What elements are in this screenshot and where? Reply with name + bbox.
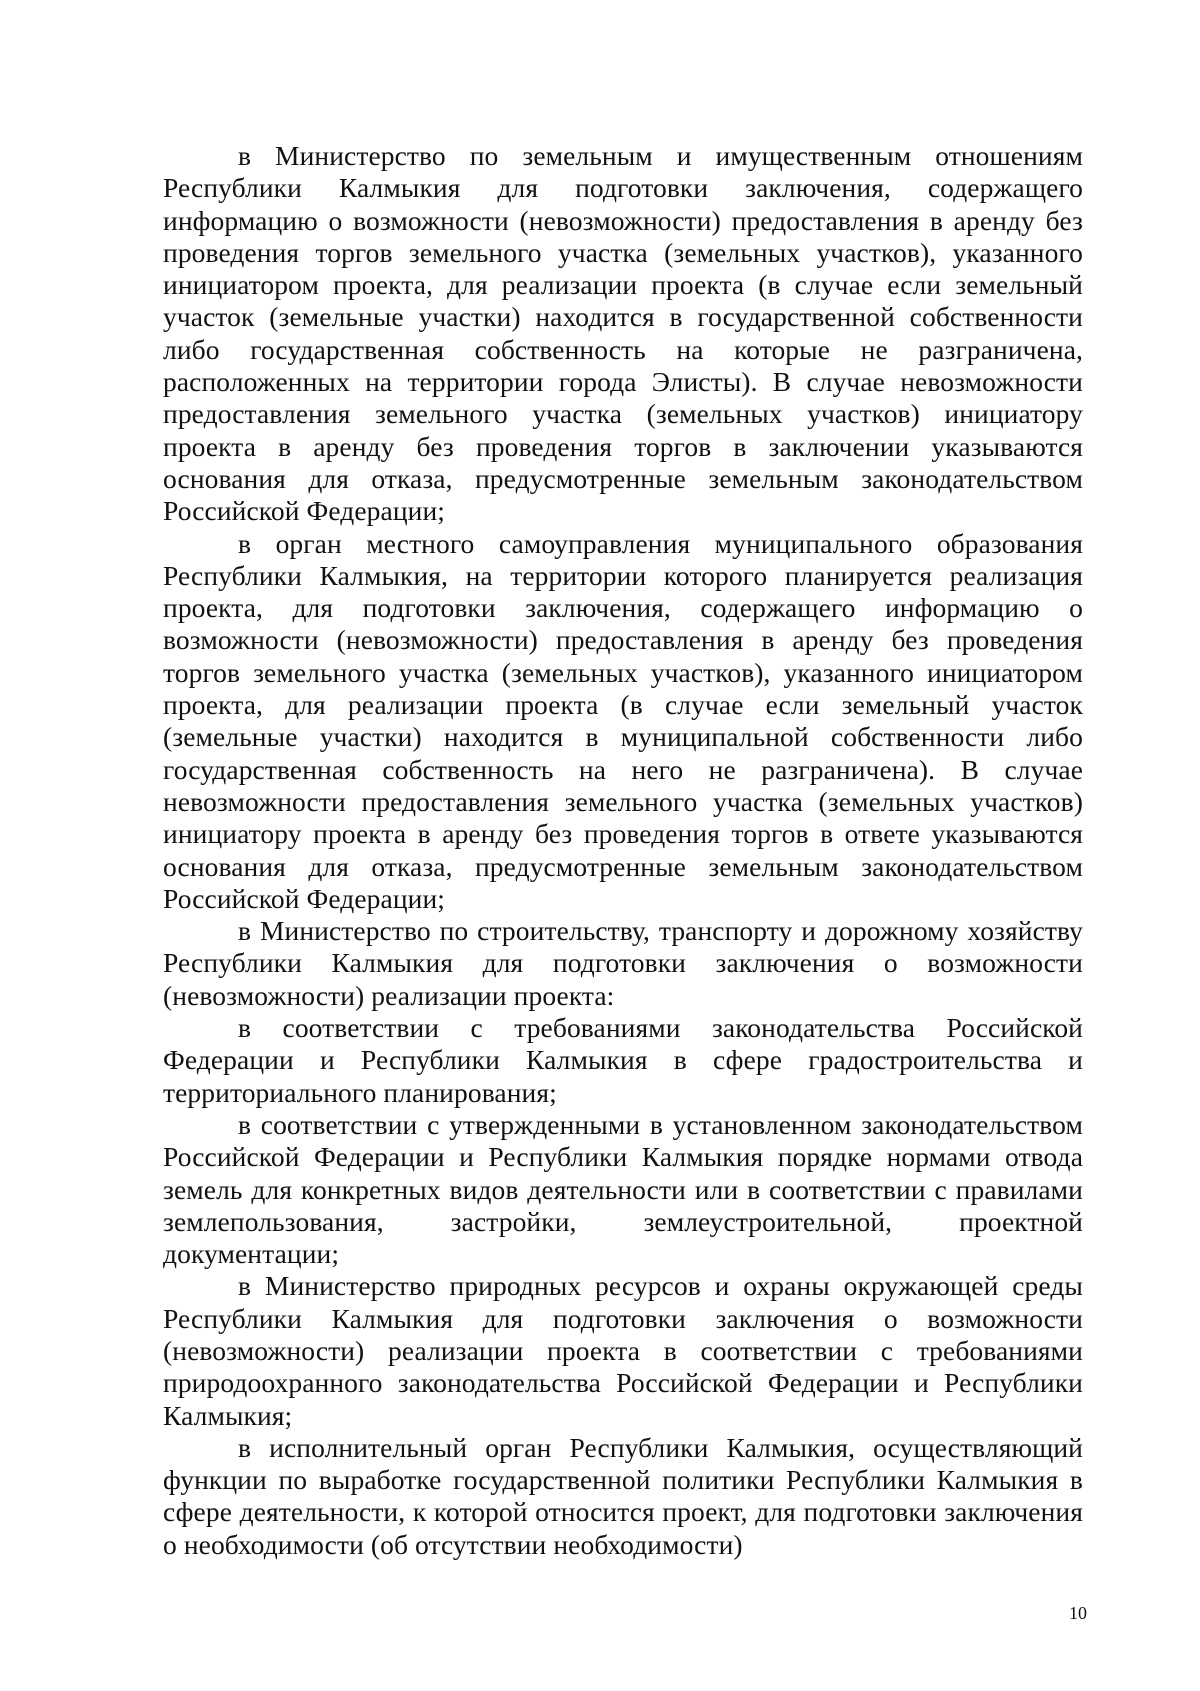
paragraph-land-allocation: в соответствии с утвержденными в установленном законодательством Российской Федерации и Республики Калмыкия порядке нормами отвода земель для конкретных видов деятельности или в соответствии с правилами землепользования, застройки, землеустроительной, проектной документации; [163, 1108, 1083, 1270]
paragraph-ministry-land: в Министерство по земельным и имущественным отношениям Республики Калмыкия для подготовки заключения, содержащего информацию о возможности (невозможности) предоставления в аренду без проведения торгов земельного участка (земельных участков), указанного инициатором проекта, для реализации проекта (в случае если земельный участок (земельные участки) находится в государственной собственности либо государственная собственность на которые не разграничена, расположенных на территории города Элисты). В случае невозможности предоставления земельного участка (земельных участков) инициатору проекта в аренду без проведения торгов в заключении указываются основания для отказа, предусмотренные земельным законодательством Российской Федерации; [163, 140, 1083, 527]
paragraph-urban-planning: в соответствии с требованиями законодательства Российской Федерации и Республики Калмыкия в сфере градостроительства и территориального планирования; [163, 1012, 1083, 1108]
paragraph-ministry-construction: в Министерство по строительству, транспорту и дорожному хозяйству Республики Калмыкия для подготовки заключения о возможности (невозможности) реализации проекта: [163, 915, 1083, 1011]
document-body [163, 140, 1083, 1561]
page-number: 10 [1069, 1603, 1087, 1623]
paragraph-local-government: в орган местного самоуправления муниципального образования Республики Калмыкия, на территории которого планируется реализация проекта, для подготовки заключения, содержащего информацию о возможности (невозможности) предоставления в аренду без проведения торгов земельного участка (земельных участков), указанного инициатором проекта, для реализации проекта (в случае если земельный участок (земельные участки) находится в муниципальной собственности либо государственная собственность на него не разграничена). В случае невозможности предоставления земельного участка (земельных участков) инициатору проекта в аренду без проведения торгов в ответе указываются основания для отказа, предусмотренные земельным законодательством Российской Федерации; [163, 527, 1083, 914]
paragraph-ministry-natural-resources: в Министерство природных ресурсов и охраны окружающей среды Республики Калмыкия для подготовки заключения о возможности (невозможности) реализации проекта в соответствии с требованиями природоохранного законодательства Российской Федерации и Республики Калмыкия; [163, 1270, 1083, 1431]
paragraph-executive-body: в исполнительный орган Республики Калмыкия, осуществляющий функции по выработке государственной политики Республики Калмыкия в сфере деятельности, к которой относится проект, для подготовки заключения о необходимости (об отсутствии необходимости) [163, 1431, 1083, 1560]
